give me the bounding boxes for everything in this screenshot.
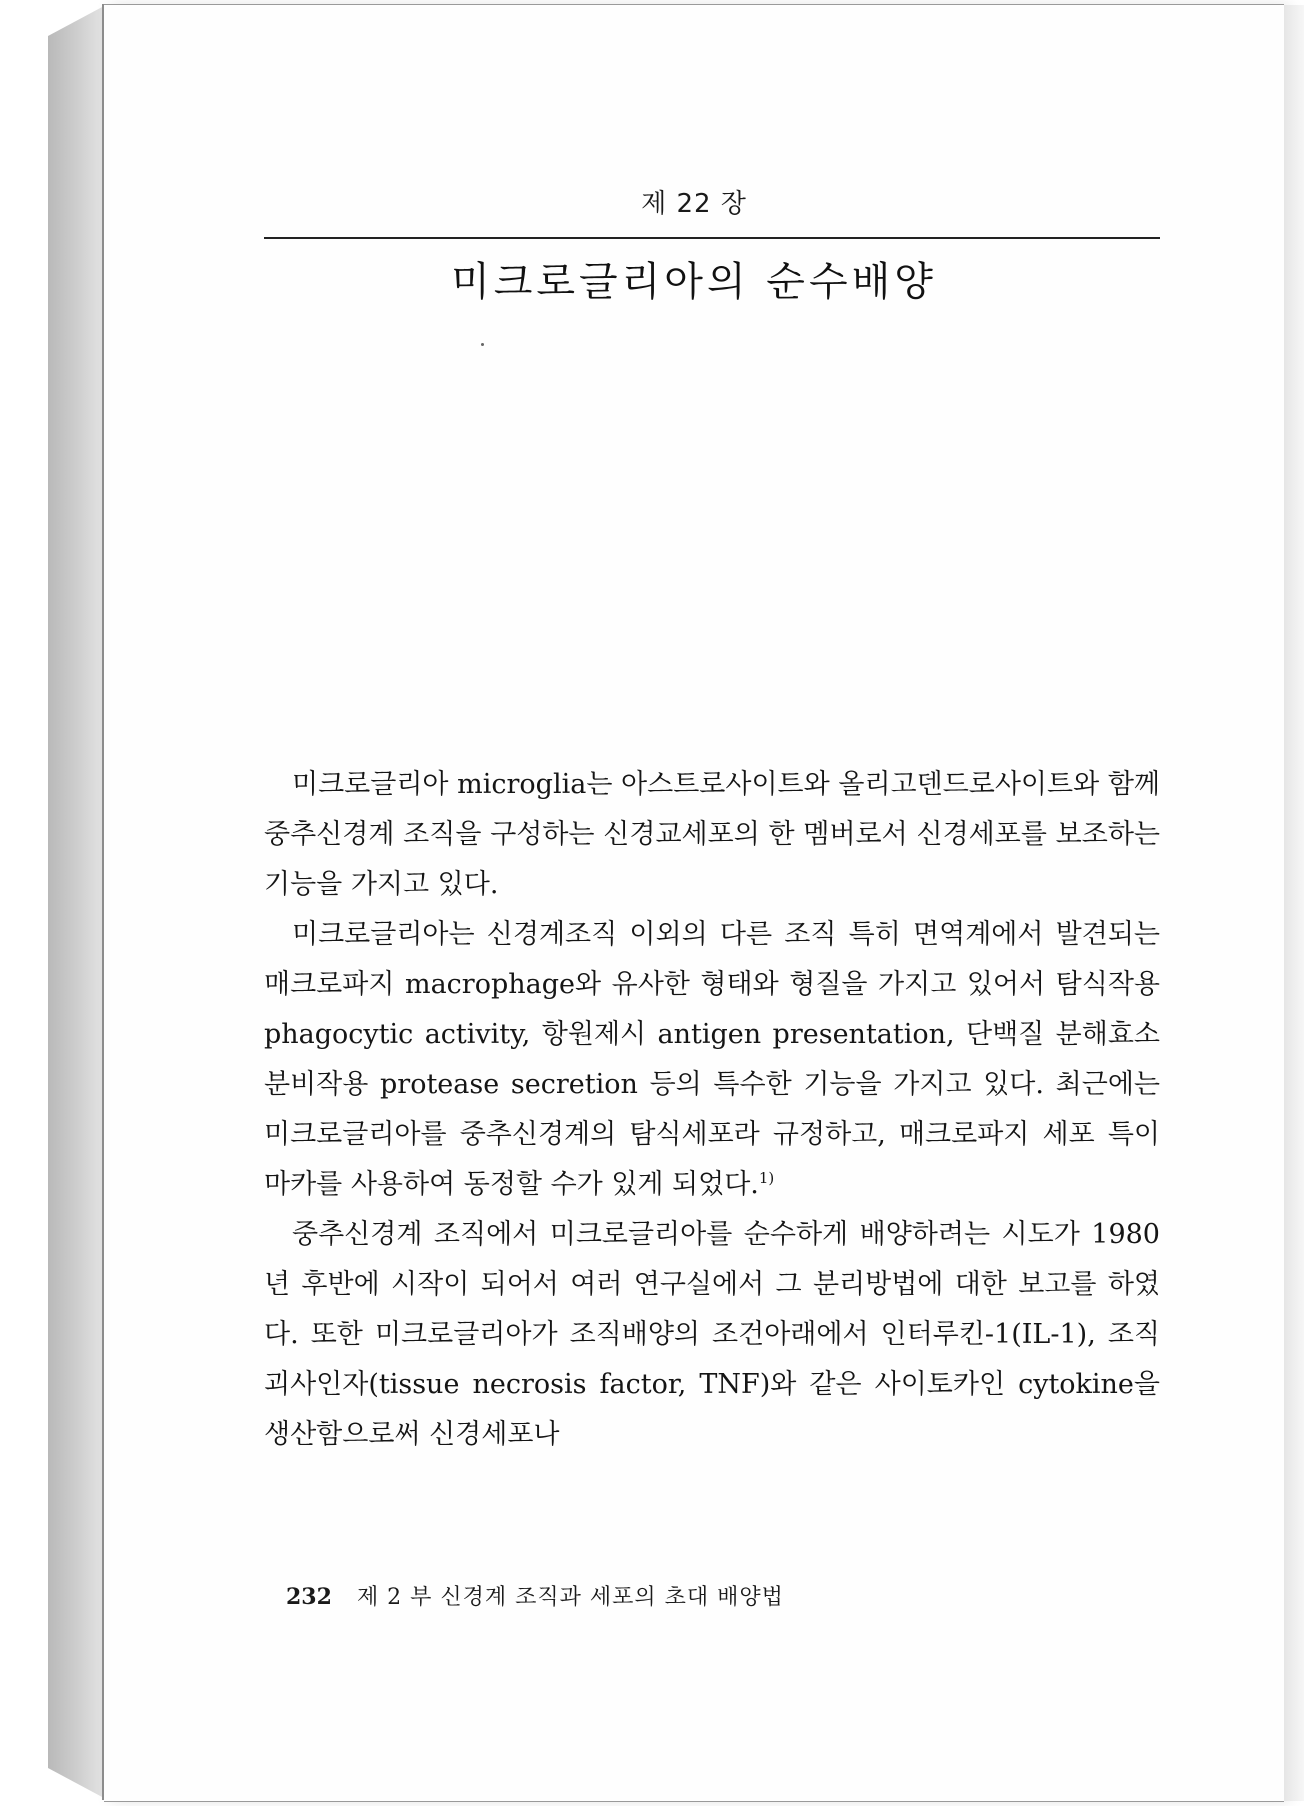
- page-number: 232: [286, 1584, 332, 1610]
- paragraph: [264, 910, 1160, 1210]
- page-footer: [286, 1580, 784, 1611]
- chapter-title: 미크로글리아의 순수배양: [451, 259, 937, 305]
- chapter-number: 제 22 장: [641, 189, 747, 219]
- page-edge: [1284, 5, 1304, 1801]
- paragraph: 미크로글리아 microglia는 아스트로사이트와 올리고덴드로사이트와 함께 중추신경계 조직을 구성하는 신경교세포의 한 멤버로서 신경세포를 보조하는 기능을 가지고 있다.: [264, 769, 1160, 900]
- paragraph: 중추신경계 조직에서 미크로글리아를 순수하게 배양하려는 시도가 1980년 후반에 시작이 되어서 여러 연구실에서 그 분리방법에 대한 보고를 하였다. 또한 미크로글리아가 조직배양의 조건아래에서 인터루킨-1(IL-1), 조직괴사인자(tissue necrosis factor, TNF)와 같은 사이토카인 cytokine을 생산함으로써 신경세포나: [264, 1219, 1160, 1450]
- footnote-ref: 1): [758, 1169, 775, 1187]
- scan-speck: [481, 343, 484, 346]
- page: [104, 4, 1284, 1802]
- paragraph-text: 미크로글리아는 신경계조직 이외의 다른 조직 특히 면역계에서 발견되는 매크로파지 macrophage와 유사한 형태와 형질을 가지고 있어서 탐식작용 phagocytic activity, 항원제시 antigen presentation, 단백질 분해효소 분비작용 protease secretion 등의 특수한 기능을 가지고 있다. 최근에는 미크로글리아를 중추신경계의 탐식세포라 규정하고, 매크로파지 세포 특이 마카를 사용하여 동정할 수가 있게 되었다.: [264, 919, 1160, 1200]
- body-text: [264, 760, 1160, 1460]
- book-spine: [48, 6, 104, 1798]
- chapter-rule: [264, 237, 1160, 239]
- running-footer-title: 제 2 부 신경계 조직과 세포의 초대 배양법: [356, 1585, 784, 1610]
